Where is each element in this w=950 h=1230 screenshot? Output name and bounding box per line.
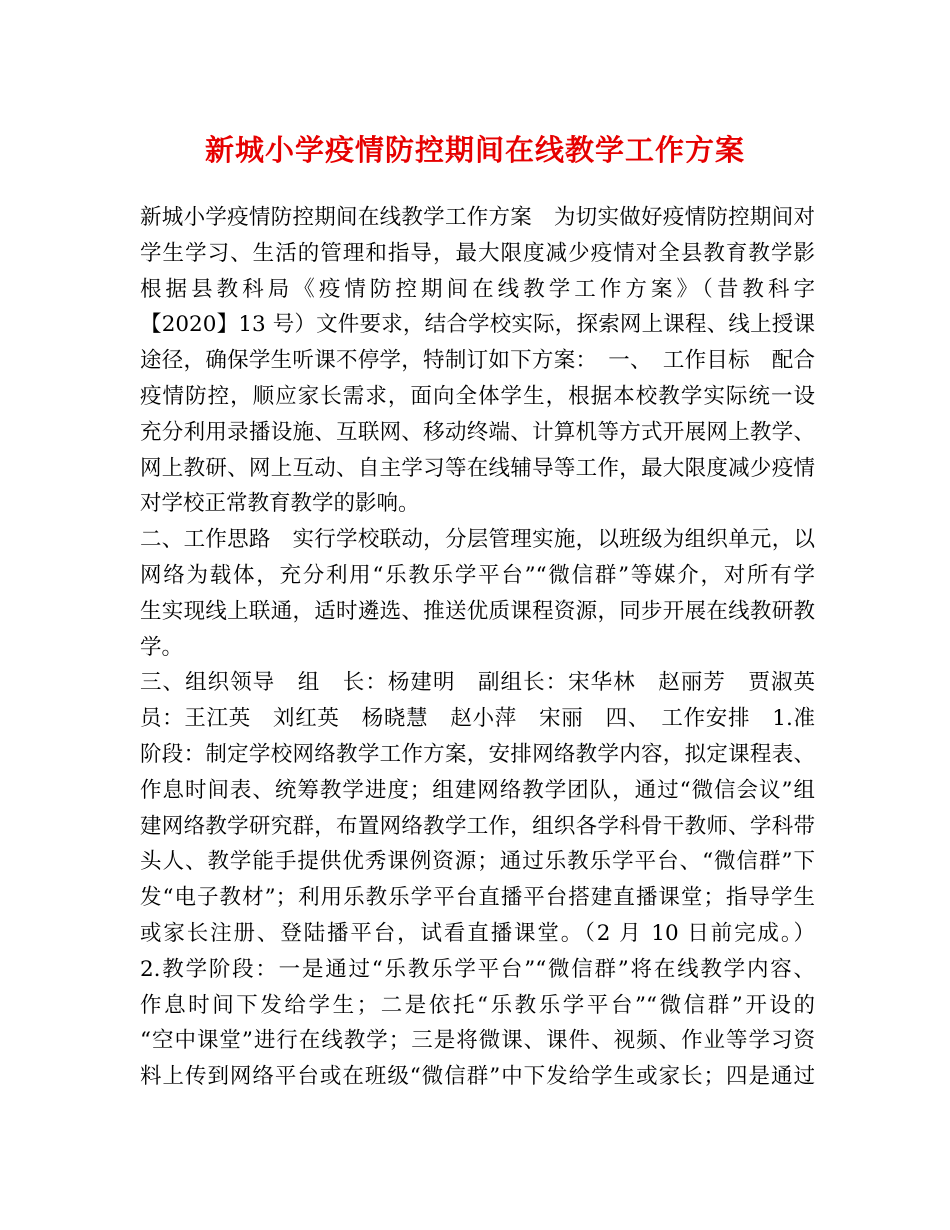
body-line: 【2020】13 号）文件要求，结合学校实际，探索网上课程、线上授课 — [140, 312, 815, 338]
body-line: 新城小学疫情防控期间在线教学工作方案 为切实做好疫情防控期间对 — [140, 205, 815, 230]
body-line: 途径，确保学生听课不停学，特制订如下方案： 一、 工作目标 配合 — [140, 348, 815, 374]
body-line: 或家长注册、登陆播平台，试看直播课堂。（2 月 10 日前完成。） — [140, 920, 815, 946]
document-body — [140, 200, 815, 1095]
body-line: 充分利用录播设施、互联网、移动终端、计算机等方式开展网上教学、 — [140, 419, 815, 445]
body-line: 学生学习、生活的管理和指导，最大限度减少疫情对全县教育教学影 — [140, 240, 815, 266]
body-line: 作息时间下发给学生；二是依托“乐教乐学平台”“微信群”开设的 — [140, 992, 815, 1018]
body-line: “空中课堂”进行在线教学；三是将微课、课件、视频、作业等学习资 — [140, 1028, 815, 1054]
body-line: 建网络教学研究群，布置网络教学工作，组织各学科骨干教师、学科带 — [140, 813, 815, 839]
document-title: 新城小学疫情防控期间在线教学工作方案 — [204, 133, 745, 167]
body-line: 对学校正常教育教学的影响。 — [140, 491, 420, 517]
body-line: 二、工作思路 实行学校联动，分层管理实施，以班级为组织单元，以 — [140, 527, 815, 553]
body-line: 头人、教学能手提供优秀课例资源；通过乐教乐学平台、“微信群”下 — [140, 849, 815, 875]
body-line: 2.教学阶段：一是通过“乐教乐学平台”“微信群”将在线教学内容、 — [140, 956, 815, 982]
body-line: 作息时间表、统筹教学进度；组建网络教学团队，通过“微信会议”组 — [140, 777, 815, 803]
body-line: 根据县教科局《疫情防控期间在线教学工作方案》（昔教科字 — [140, 276, 815, 302]
body-line: 料上传到网络平台或在班级“微信群”中下发给学生或家长；四是通过 — [140, 1064, 815, 1090]
body-line: 阶段：制定学校网络教学工作方案，安排网络教学内容，拟定课程表、 — [140, 741, 815, 767]
body-line: 发“电子教材”；利用乐教乐学平台直播平台搭建直播课堂；指导学生 — [140, 885, 815, 911]
body-line: 网络为载体，充分利用“乐教乐学平台”“微信群”等媒介，对所有学 — [140, 562, 815, 588]
body-line: 三、组织领导 组 长：杨建明 副组长：宋华林 赵丽芳 贾淑英 — [140, 670, 815, 696]
body-line: 生实现线上联通，适时遴选、推送优质课程资源，同步开展在线教研教 — [140, 598, 815, 624]
body-line: 员：王江英 刘红英 杨晓慧 赵小萍 宋丽 四、 工作安排 1.准 — [140, 706, 815, 732]
body-line: 网上教研、网上互动、自主学习等在线辅导等工作，最大限度减少疫情 — [140, 455, 815, 481]
body-line: 疫情防控，顺应家长需求，面向全体学生，根据本校教学实际统一设 — [140, 383, 815, 409]
body-line: 学。 — [140, 634, 184, 660]
